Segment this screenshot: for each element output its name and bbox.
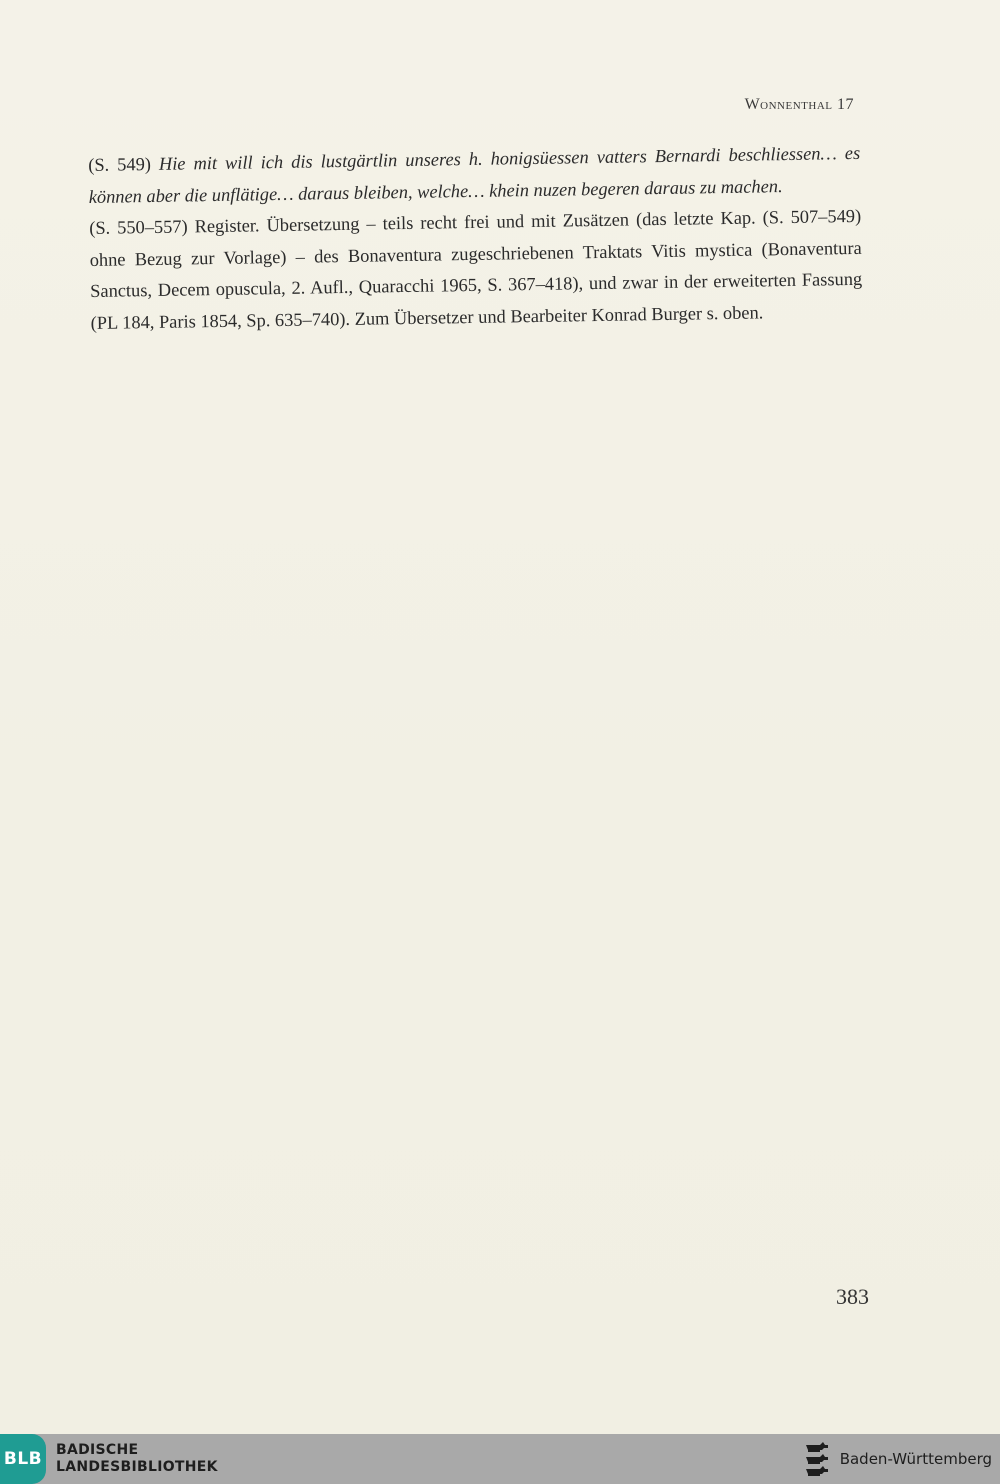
- blb-logo-icon: BLB: [0, 1434, 46, 1484]
- library-name-line1: BADISCHE: [56, 1442, 139, 1458]
- page-number: 383: [836, 1284, 869, 1309]
- page-reference: (S. 549): [88, 153, 160, 175]
- state-branding[interactable]: [802, 1439, 992, 1479]
- quoted-text: Hie mit will ich dis lustgärtlin unseres h. honigsüessen vatters Bernardi beschliessen… es können aber die unflätige… daraus bleiben, welche… khein nuzen begeren daraus zu machen.: [88, 142, 861, 207]
- body-text: [88, 138, 863, 339]
- lions-emblem-icon: [802, 1439, 832, 1479]
- paragraph-description: (S. 550–557) Register. Übersetzung – teils recht frei und mit Zusätzen (das letzte Kap. (S. 507–549) ohne Bezug zur Vorlage) – des Bonaventura zugeschriebenen Traktats Vitis mystica (Bonaventura Sanctus, Decem opuscula, 2. Aufl., Quaracchi 1965, S. 367–418), und zwar in der erweiterten Fassung (PL 184, Paris 1854, Sp. 635–740). Zum Übersetzer und Bearbeiter Konrad Burger s. oben.: [89, 205, 863, 333]
- footer-bar: [0, 1434, 1000, 1484]
- state-name: Baden-Württemberg: [839, 1450, 992, 1468]
- library-name-line2: LANDESBIBLIOTHEK: [56, 1459, 218, 1475]
- library-name: [56, 1442, 218, 1476]
- running-head: Wonnenthal 17: [744, 96, 854, 113]
- library-branding[interactable]: [0, 1434, 218, 1484]
